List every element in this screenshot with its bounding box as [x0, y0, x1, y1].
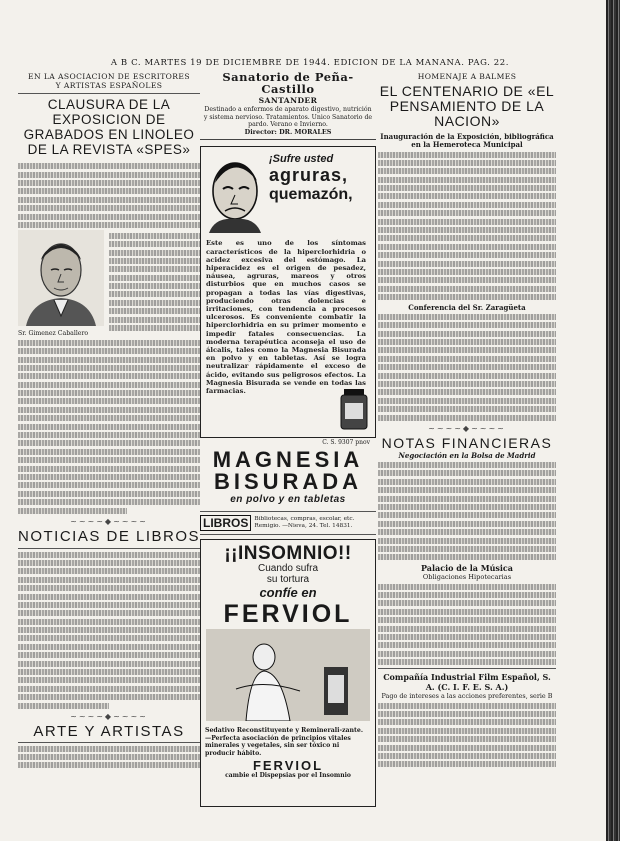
divider	[18, 548, 200, 549]
subhead-cifesa-pago: Pago de intereses a las acciones preferentes, serie B	[381, 692, 553, 701]
arte-body	[18, 746, 200, 769]
divider	[18, 742, 200, 743]
subhead-palacio-musica: Palacio de la Música	[421, 563, 513, 574]
sanatorio-city: SANTANDER	[258, 96, 318, 105]
sanatorio-director: Director: DR. MORALES	[244, 128, 332, 137]
section-notas-financieras: NOTAS FINANCIERAS	[381, 434, 553, 451]
ferviol-body: Sedativo Reconstituyente y Reminerali-zante. —Perfecta asociación de principios vitales minerales y vegetales, sin ser tóxico ni producir hábito.	[205, 727, 363, 757]
sanatorio-body: Destinado a enfermos de aparato digestivo, nutrición y sistema nervioso. Tratamientos. Unico Sanatorio de pardo. Verano e Invierno.	[203, 106, 373, 128]
subhead-conferencia: Conferencia del Sr. Zaragüeta	[408, 302, 526, 312]
ad-question	[269, 153, 369, 204]
conferencia-body	[378, 314, 556, 421]
subhead-bolsa: Negociación en la Bolsa de Madrid	[398, 450, 536, 460]
divider	[200, 511, 376, 512]
headline-exposicion: CLAUSURA DE LA EXPOSICION DE GRABADOS EN LINOLEO DE LA REVISTA «SPES»	[23, 97, 195, 158]
ferviol-footer: cambie el Dispepsias por el Insomnio	[225, 771, 351, 779]
article-body-side	[109, 230, 200, 337]
portrait-image	[18, 230, 104, 326]
sleeping-figure-illustration	[206, 629, 370, 721]
libros-text: Bibliotecas, compras, escolar, etc. Remigio. —Nieva, 24. Tel. 14831.	[254, 516, 355, 530]
palacio-body	[378, 584, 556, 666]
bolsa-body	[378, 462, 556, 560]
ad-registration: C. S. 9307 pnov	[322, 439, 370, 447]
kicker-balmes: HOMENAJE A BALMES	[417, 72, 517, 81]
ornament-divider: ~~~~◆~~~~	[70, 516, 148, 526]
column-right	[378, 72, 556, 835]
ornament-divider: ~~~~◆~~~~	[70, 711, 148, 721]
article-body	[18, 163, 200, 228]
sanatorio-ad	[200, 72, 376, 140]
suffering-man-illustration	[205, 153, 265, 233]
ferviol-brand: FERVIOL	[223, 600, 353, 629]
section-arte-artistas: ARTE Y ARTISTAS	[33, 722, 185, 740]
brand-bisurada: BISURADA	[213, 469, 363, 495]
subhead-cifesa: Compañía Industrial Film Español, S. A. (C. I. F. E. S. A.)	[383, 672, 551, 693]
ad-question-3: quemazón,	[269, 186, 353, 204]
sanatorio-title: Sanatorio de Peña-Castillo	[222, 72, 354, 96]
divider	[378, 668, 556, 669]
photo-caption: Sr. Gimenez Caballero	[18, 330, 89, 338]
column-center	[200, 72, 376, 835]
kicker: EN LA ASOCIACION DE ESCRITORES	[28, 72, 190, 81]
insomnio-title: ¡¡INSOMNIO!!	[224, 543, 352, 565]
libros-classified	[200, 515, 376, 531]
cifesa-body	[378, 703, 556, 768]
subhead-exposicion: Inauguración de la Exposición, bibliográfica en la Hemeroteca Municipal	[380, 132, 554, 150]
column-left	[18, 72, 200, 835]
balmes-body	[378, 152, 556, 301]
page-edge	[606, 0, 620, 841]
portrait-figure	[18, 230, 104, 337]
ferviol-line-3: confíe en	[259, 585, 317, 601]
ferviol-line-1: Cuando sufra	[257, 563, 319, 575]
brand-subtitle: en polvo y en tabletas	[230, 494, 346, 506]
article-body-cont	[18, 340, 200, 514]
brand-magnesia: MAGNESIA	[212, 447, 364, 473]
product-jar-icon	[339, 385, 369, 431]
page-header: A B C. MARTES 19 DE DICIEMBRE DE 1944. EDICION DE LA MAÑANA. PAG. 22.	[110, 58, 510, 68]
ornament-divider: ~~~~◆~~~~	[428, 423, 506, 433]
ferviol-brand-2: FERVIOL	[252, 757, 324, 773]
ferviol-ad	[200, 539, 376, 807]
ad-question-1: ¡Sufre usted	[269, 153, 334, 166]
magnesia-ad	[200, 146, 376, 438]
libros-tag: LIBROS	[200, 515, 251, 531]
subhead-obligaciones: Obligaciones Hipotecarias	[422, 573, 512, 582]
ferviol-line-2: su tortura	[266, 574, 310, 586]
kicker-sub: Y ARTISTAS ESPAÑOLES	[55, 81, 163, 91]
ad-body-text: Este es uno de los síntomas característicos de la hiperclorhidria o acidez excesiva del estómago. La hiperacidez es el origen de pesadez, náusea, agruras, mareos y otros disturbios que en muchos casos se propagan a todas las vías digestivas, produciendo otras dolencias e irritaciones, con tendencia a procesos ulcerosos. Es conveniente combatir la hiperclorhidria en su primer momento e impedir fatales consecuencias. La moderna terapéutica aconseja el uso de álcalis, tales como la Magnesia Bisurada en polvo y en tabletas. Así se logra neutralizar rápidamente el exceso de ácido, evitando sus peligrosos efectos. La Magnesia Bisurada se vende en todas las farmacias.	[206, 239, 366, 395]
headline-centenario: EL CENTENARIO DE «EL PENSAMIENTO DE LA NACION»	[379, 83, 555, 130]
section-noticias-libros: NOTICIAS DE LIBROS	[18, 527, 200, 545]
ad-question-2: agruras,	[269, 165, 349, 186]
libros-body	[18, 552, 200, 709]
divider	[200, 534, 376, 535]
divider	[18, 93, 200, 94]
